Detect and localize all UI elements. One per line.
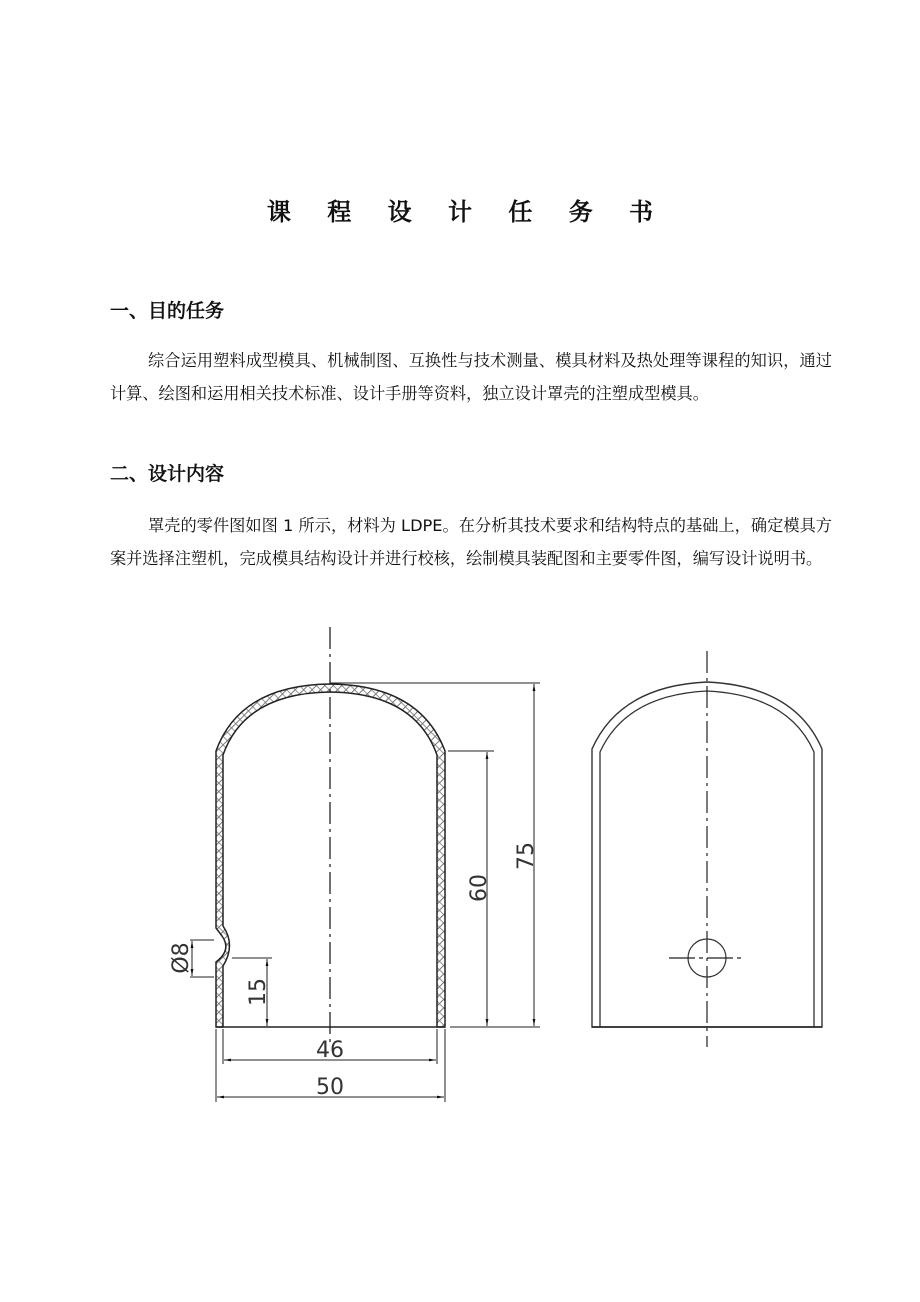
section-paragraph-content: 罩壳的零件图如图 1 所示，材料为 LDPE。在分析其技术要求和结构特点的基础上，确定模具方案并选择注塑机，完成模具结构设计并进行校核，绘制模具装配图和主要零件图，编写设计说明书。 bbox=[110, 516, 832, 568]
section-view bbox=[169, 627, 540, 1102]
dim-inner-width: 46 bbox=[316, 1038, 344, 1063]
dim-hole-diameter: Ø8 bbox=[169, 942, 194, 974]
dim-height-total: 75 bbox=[514, 842, 539, 870]
section-heading-purpose: 一、目的任务 bbox=[110, 300, 225, 322]
dim-outer-width: 50 bbox=[316, 1075, 344, 1100]
dim-hole-height: 15 bbox=[246, 978, 271, 1006]
side-view bbox=[592, 651, 822, 1047]
section-heading-content: 二、设计内容 bbox=[110, 463, 225, 485]
page-title: 课 程 设 计 任 务 书 bbox=[266, 198, 668, 226]
section-paragraph-purpose: 综合运用塑料成型模具、机械制图、互换性与技术测量、模具材料及热处理等课程的知识，通过计算、绘图和运用相关技术标准、设计手册等资料，独立设计罩壳的注塑成型模具。 bbox=[110, 351, 832, 403]
dim-height-straight: 60 bbox=[467, 874, 492, 902]
